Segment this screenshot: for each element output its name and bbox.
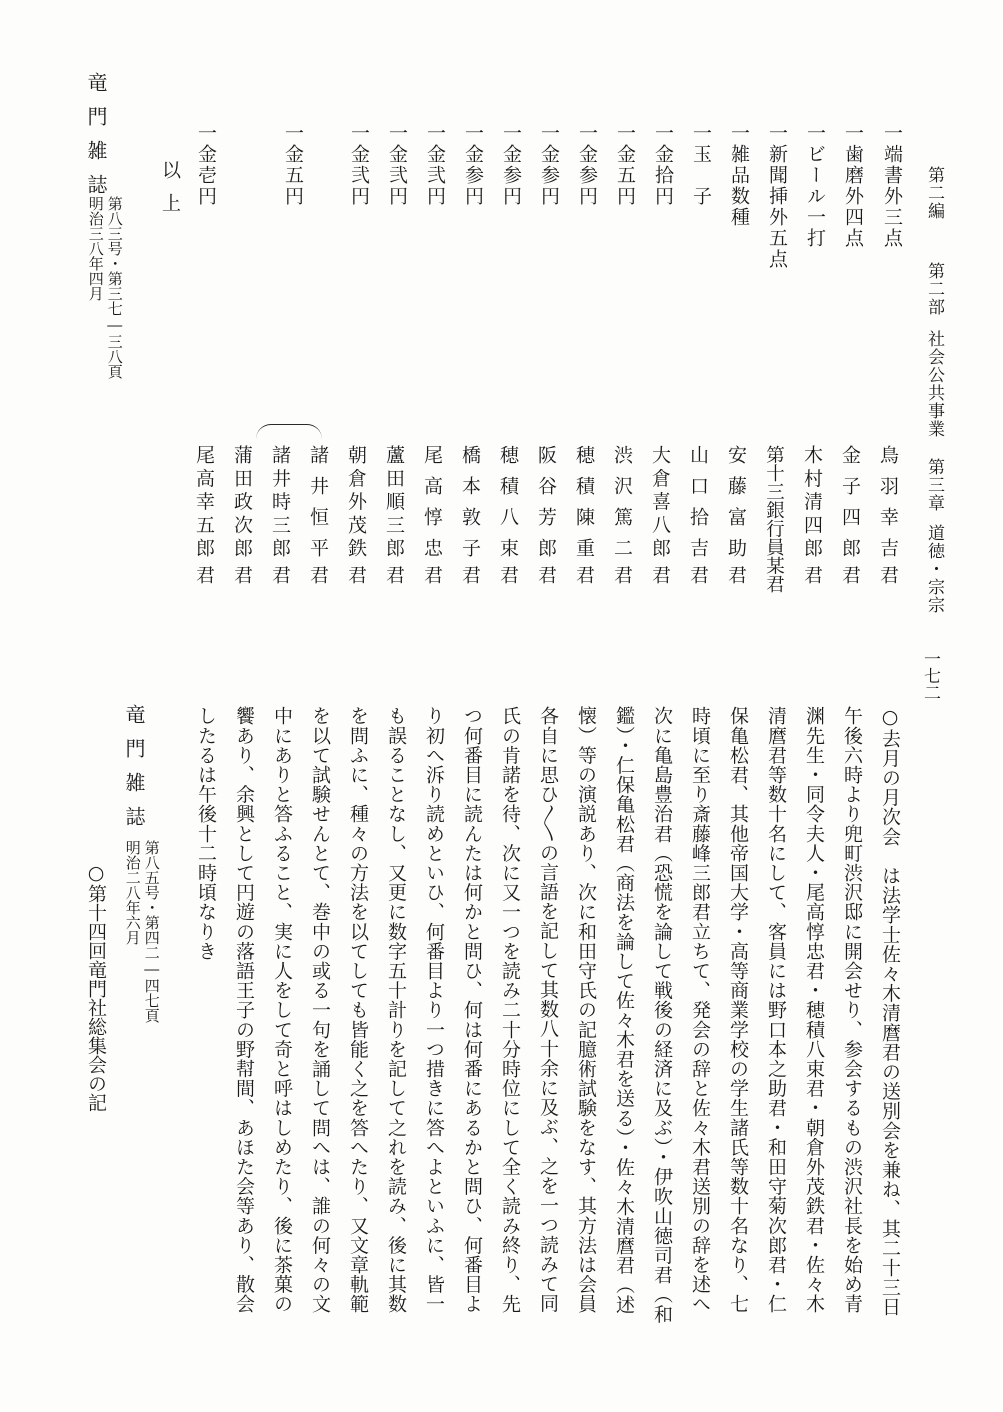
closing-ijo: 以上	[159, 160, 181, 226]
donor-name: 朝倉外茂鉄君	[345, 445, 367, 584]
donor-name: 橋本敦子君	[459, 445, 481, 584]
article-line: 中にありと答ふること、実に人をして奇と呼はしめたり、後に茶菓の	[271, 706, 293, 1314]
article-line: 清麿君等数十名にして、客員には野口本之助君・和田守菊次郎君・仁	[765, 706, 787, 1314]
donation-item: 一金参円	[462, 123, 484, 207]
header-part3: 社会公共事業	[924, 330, 944, 438]
article-line: 氏の肯諾を待、次に又一つを読み二十分時位にして全く読み終り、先	[499, 706, 521, 1314]
donation-item: 一新聞挿外五点	[766, 123, 788, 270]
article-line: 各自に思ひ〳〵の言語を記して其数八十余に及ぶ、之を一つ読みて同	[537, 706, 559, 1313]
next-section-title: ○第十四回竜門社総集会の記	[85, 862, 107, 1112]
article-line: 鑑）・仁保亀松君（商法を論して佐々木君を送る）・佐々木清麿君（述	[613, 706, 635, 1315]
source-date: 明治三八年四月	[86, 196, 105, 301]
article-line: ○去月の月次会 は法学士佐々木清麿君の送別会を兼ね、其二十三日	[879, 706, 901, 1317]
header-part5: 道徳・宗宗	[924, 524, 944, 614]
article-line: つ何番目に読んたは何かと問ひ、何は何番にあるかと問ひ、何番目よ	[461, 706, 483, 1314]
donation-item: 一雑品数種	[728, 123, 750, 228]
source-date: 明治二八年六月	[123, 840, 142, 945]
donation-item: 一ビール一打	[804, 123, 826, 249]
article-line: 午後六時より兜町渋沢邸に開会せり、参会するもの渋沢社長を始め青	[841, 706, 863, 1314]
donation-item: 一金五円	[614, 123, 636, 207]
source-journal-name: 竜門雑誌	[122, 704, 146, 840]
donor-name: 木村清四郎君	[801, 445, 823, 584]
grouping-brace	[256, 424, 322, 439]
donor-name: 第十三銀行員某君	[763, 445, 785, 593]
donor-name: 蘆田順三郎君	[383, 445, 405, 584]
donation-item: 一金弐円	[386, 123, 408, 207]
article-line: したるは午後十二時頃なりき	[195, 706, 217, 961]
donor-name: 大倉喜八郎君	[649, 445, 671, 584]
donor-name: 山口拾吉君	[687, 445, 709, 584]
donor-name: 渋沢篤二君	[611, 445, 633, 584]
donor-name: 諸井恒平君	[307, 445, 329, 584]
article-line: 保亀松君、其他帝国大学・高等商業学校の学生諸氏等数十名なり、七	[727, 706, 749, 1314]
donation-item: 一端書外三点	[881, 123, 903, 249]
donor-name: 尾高惇忠君	[421, 445, 443, 584]
donor-name: 安藤富助君	[725, 445, 747, 584]
source-issue: 第八三号・第三七―三八頁	[105, 196, 124, 379]
article-line: り初へ泝り読めといひ、何番目より一つ措きに答へよといふに、皆一	[423, 706, 445, 1314]
article-line: 次に亀島豊治君（恐慌を論して戦後の経済に及ぶ）・伊吹山徳司君（和	[651, 706, 673, 1324]
source-journal-name: 竜門雑誌	[84, 72, 108, 208]
header-part4: 第三章	[924, 458, 944, 512]
donation-item: 一歯磨外四点	[842, 123, 864, 249]
donation-item: 一金参円	[500, 123, 522, 207]
header-part1: 第二編	[924, 166, 944, 220]
donation-item: 一金壱円	[195, 123, 217, 207]
donor-name: 諸井時三郎君	[269, 445, 291, 584]
donor-name: 尾高幸五郎君	[193, 445, 215, 584]
donor-name: 阪谷芳郎君	[535, 445, 557, 584]
page-number: 一七二	[920, 650, 940, 701]
article-line: も誤ることなし、又更に数字五十計りを記して之れを読み、後に其数	[385, 706, 407, 1314]
article-line: を以て試験せんとて、巻中の或る一句を誦して問へは、誰の何々の文	[309, 706, 331, 1314]
donation-item: 一金五円	[282, 123, 304, 207]
article-line: を問ふに、種々の方法を以てしても皆能く之を答へたり、又文章軌範	[347, 706, 369, 1314]
article-line: 時頃に至り斎藤峰三郎君立ちて、発会の辞と佐々木君送別の辞を述へ	[689, 706, 711, 1314]
donor-name: 穂積八束君	[497, 445, 519, 584]
donation-item: 一金弐円	[424, 123, 446, 207]
donation-item: 一金拾円	[652, 123, 674, 207]
donation-item: 一金参円	[576, 123, 598, 207]
donation-item: 一玉 子	[690, 123, 712, 207]
donor-name: 鳥羽幸吉君	[877, 445, 899, 584]
article-line: 饗あり、余興として円遊の落語王子の野幇間、あほた会等あり、散会	[233, 706, 255, 1314]
article-line: 渊先生・同令夫人・尾高惇忠君・穂積八束君・朝倉外茂鉄君・佐々木	[803, 706, 825, 1314]
donor-name: 蒲田政次郎君	[231, 445, 253, 584]
source-issue: 第八五号・第四二―四七頁	[142, 840, 161, 1023]
donor-name: 穂積陳重君	[573, 445, 595, 584]
donation-item: 一金弐円	[348, 123, 370, 207]
donation-item: 一金参円	[538, 123, 560, 207]
donor-name: 金子四郎君	[839, 445, 861, 584]
header-part2: 第二部	[924, 262, 944, 316]
article-line: 懐）等の演説あり、次に和田守氏の記臆術試験をなす、其方法は会員	[575, 706, 597, 1314]
